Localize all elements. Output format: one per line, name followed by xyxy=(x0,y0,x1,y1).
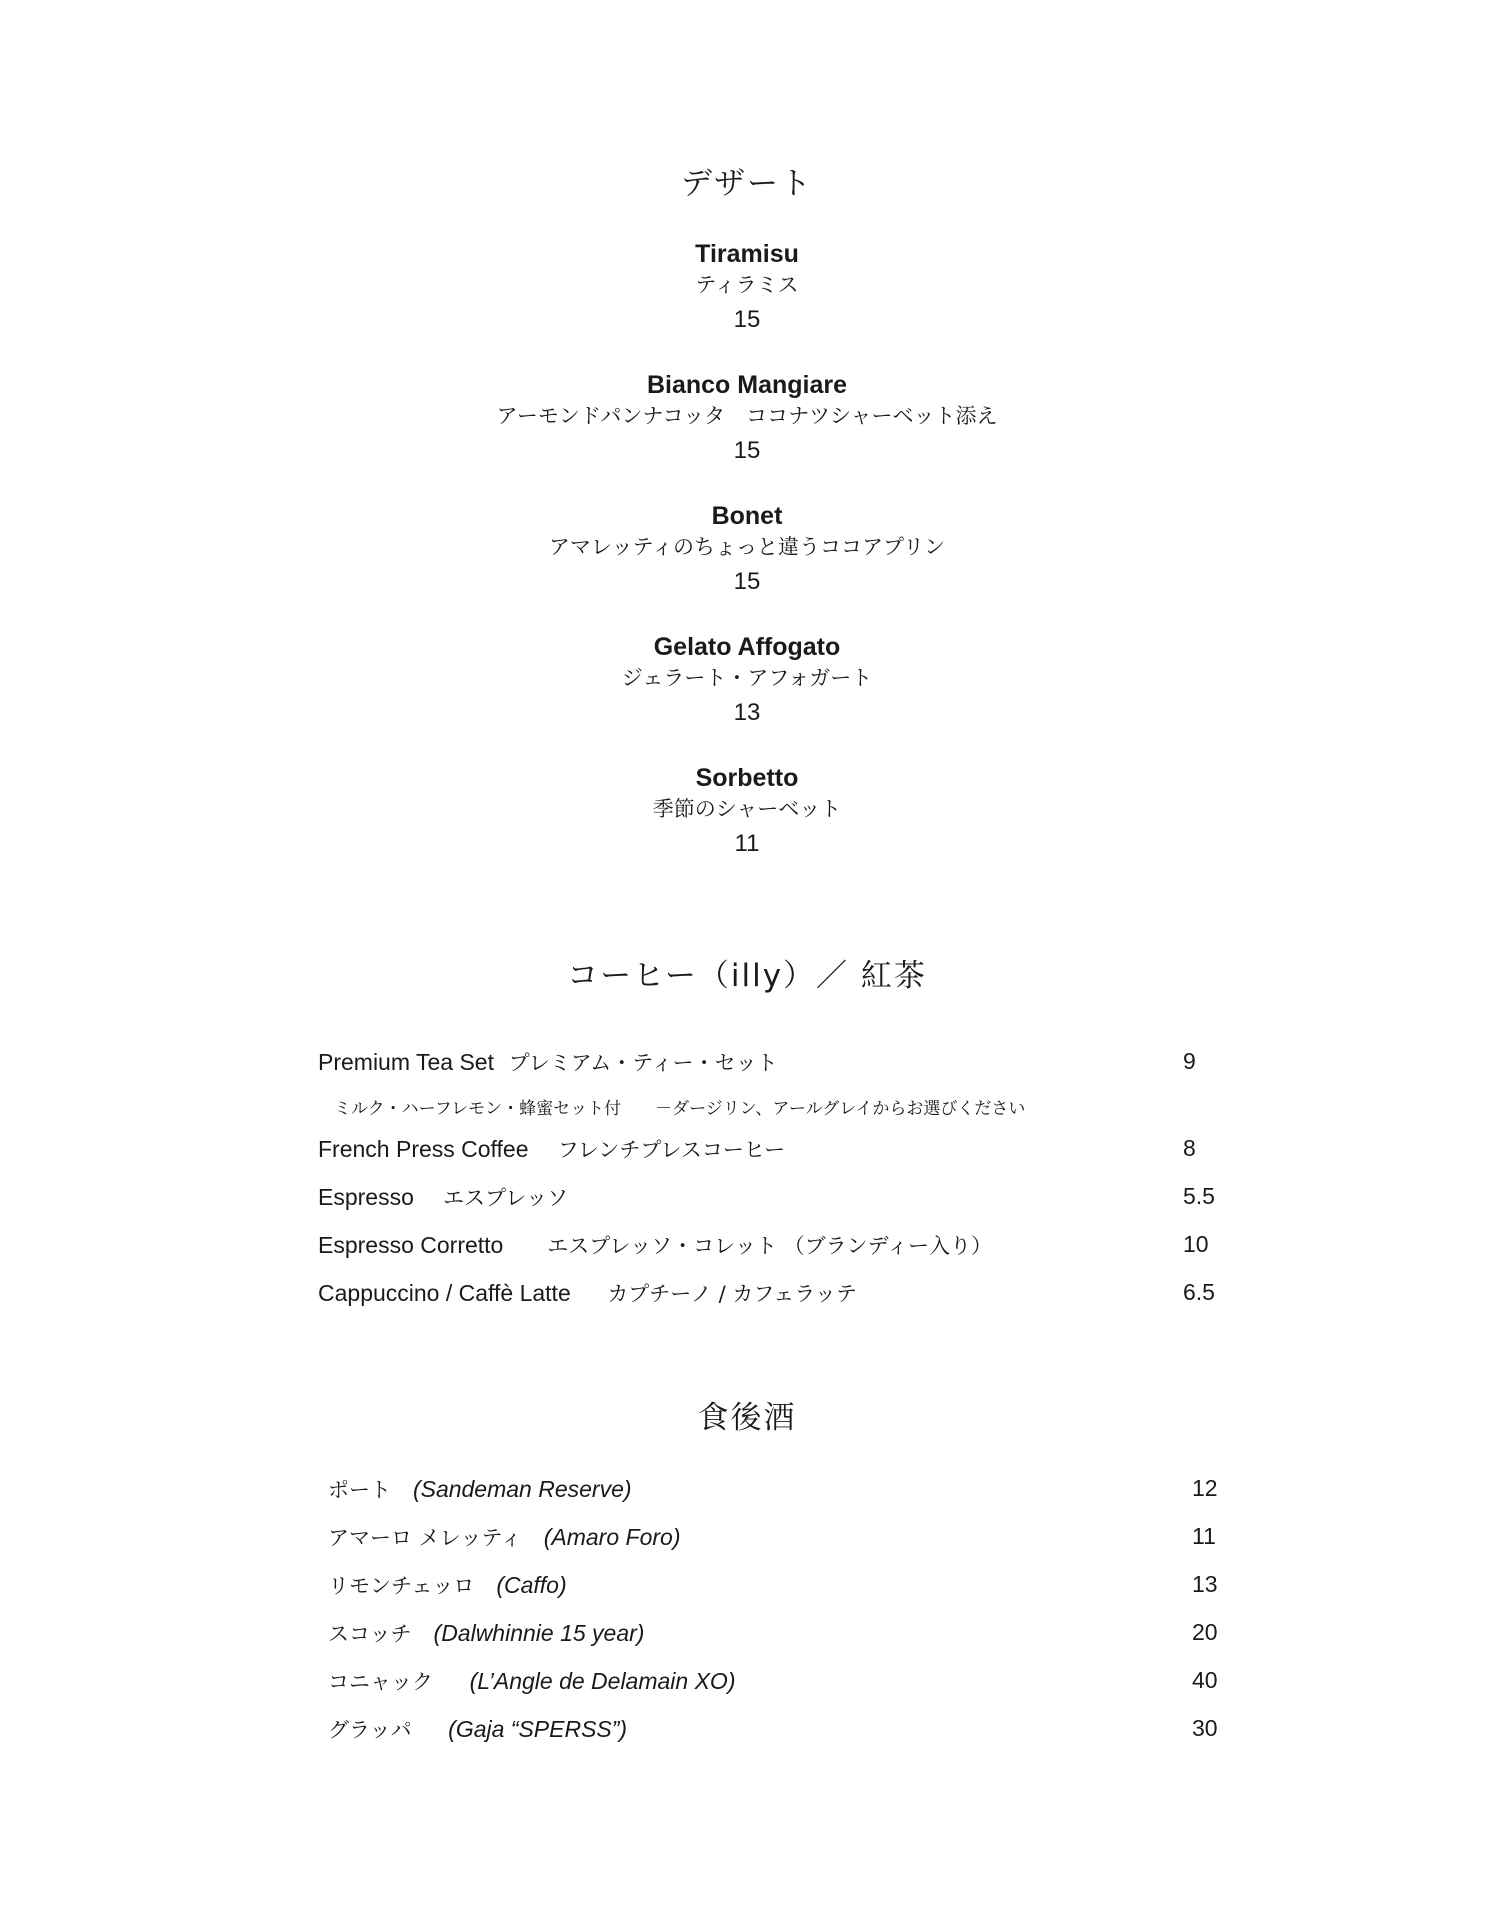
coffee-price: 5.5 xyxy=(1183,1183,1215,1209)
digestif-brand: (Amaro Foro) xyxy=(543,1524,681,1550)
dessert-item xyxy=(0,238,1494,338)
coffee-jp: カプチーノ / カフェラッテ xyxy=(607,1282,857,1306)
digestif-price: 30 xyxy=(1192,1715,1218,1741)
digestif-row xyxy=(328,1714,627,1744)
coffee-en: French Press Coffee xyxy=(318,1136,529,1162)
digestif-row xyxy=(328,1474,632,1504)
coffee-price: 6.5 xyxy=(1183,1279,1215,1305)
digestif-jp: アマーロ メレッティ xyxy=(328,1526,522,1550)
dessert-item xyxy=(0,500,1494,600)
coffee-row xyxy=(318,1230,992,1260)
coffee-jp: フレンチプレスコーヒー xyxy=(557,1138,786,1162)
coffee-en: Premium Tea Set xyxy=(318,1049,494,1075)
dessert-item xyxy=(0,369,1494,469)
dessert-price: 15 xyxy=(733,306,761,333)
digestif-jp: ポート xyxy=(328,1478,391,1502)
coffee-jp: エスプレッソ xyxy=(443,1186,569,1210)
coffee-en: Espresso xyxy=(318,1184,414,1210)
digestif-brand: (Gaja “SPERSS”) xyxy=(448,1716,628,1742)
dessert-price: 13 xyxy=(733,699,761,726)
digestif-brand: (Dalwhinnie 15 year) xyxy=(433,1620,645,1646)
coffee-row xyxy=(318,1278,857,1308)
dessert-price: 11 xyxy=(734,830,760,857)
tea-note: ミルク・ハーフレモン・蜂蜜セット付 －ダージリン、アールグレイからお選びください xyxy=(334,1099,1026,1119)
dessert-price: 15 xyxy=(733,568,761,595)
digestif-row xyxy=(328,1570,567,1600)
dessert-jp: アーモンドパンナコッタ ココナツシャーベット添え xyxy=(496,404,998,428)
digestif-price: 11 xyxy=(1192,1523,1216,1549)
digestif-brand: (Caffo) xyxy=(496,1572,567,1598)
dessert-jp: ジェラート・アフォガート xyxy=(621,666,873,690)
coffee-price: 9 xyxy=(1183,1048,1196,1074)
coffee-price: 10 xyxy=(1183,1231,1209,1257)
coffee-row xyxy=(318,1182,568,1212)
dessert-name: Sorbetto xyxy=(695,764,799,792)
digestif-jp: コニャック xyxy=(328,1670,433,1694)
digestif-jp: リモンチェッロ xyxy=(328,1574,475,1598)
dessert-title: デザート xyxy=(681,166,813,202)
digestif-price: 40 xyxy=(1192,1667,1218,1693)
digestif-jp: グラッパ xyxy=(328,1718,412,1742)
digestif-price: 20 xyxy=(1192,1619,1218,1645)
dessert-jp: 季節のシャーベット xyxy=(652,797,842,821)
dessert-name: Gelato Affogato xyxy=(653,633,841,661)
dessert-item xyxy=(0,631,1494,731)
coffee-price: 8 xyxy=(1183,1135,1196,1161)
dessert-price: 15 xyxy=(733,437,761,464)
digestif-jp: スコッチ xyxy=(328,1622,412,1646)
digestif-row xyxy=(328,1666,735,1696)
dessert-jp: ティラミス xyxy=(695,273,799,297)
coffee-row xyxy=(318,1134,785,1164)
digestif-price: 13 xyxy=(1192,1571,1218,1597)
dessert-jp: アマレッティのちょっと違うココアプリン xyxy=(548,535,946,559)
coffee-en: Cappuccino / Caffè Latte xyxy=(318,1280,571,1306)
coffee-title: コーヒー（illy）／ 紅茶 xyxy=(567,958,927,994)
coffee-jp: プレミアム・ティー・セット xyxy=(508,1051,778,1075)
dessert-name: Tiramisu xyxy=(695,240,799,268)
dessert-name: Bonet xyxy=(711,502,783,530)
dessert-name: Bianco Mangiare xyxy=(646,371,848,399)
coffee-en: Espresso Corretto xyxy=(318,1232,504,1258)
digestif-row xyxy=(328,1618,644,1648)
coffee-jp: エスプレッソ・コレット （ブランディー入り） xyxy=(547,1234,992,1258)
coffee-row xyxy=(318,1047,778,1077)
digestif-price: 12 xyxy=(1192,1475,1218,1501)
digestif-brand: (Sandeman Reserve) xyxy=(412,1476,632,1502)
digestif-row xyxy=(328,1522,680,1552)
dessert-item xyxy=(0,762,1494,862)
digestif-title: 食後酒 xyxy=(697,1400,797,1436)
digestif-brand: (L’Angle de Delamain XO) xyxy=(469,1668,736,1694)
